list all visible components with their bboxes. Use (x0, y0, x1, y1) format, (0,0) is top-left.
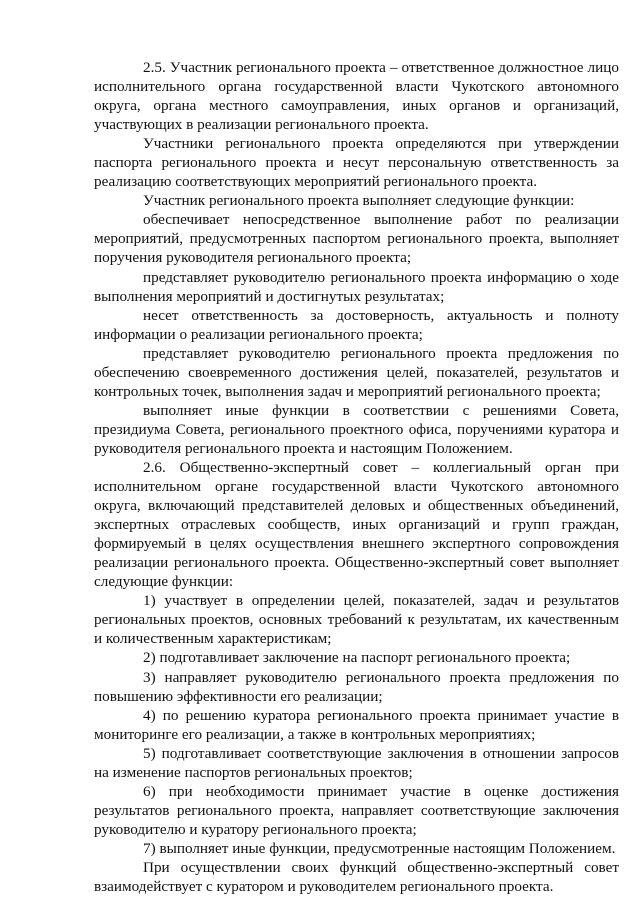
paragraph-function-responsibility: несет ответственность за достоверность, актуальность и полноту информации о реализации регионального проекта; (94, 306, 619, 343)
list-item-council-function-2: 2) подготавливает заключение на паспорт регионального проекта; (143, 649, 571, 667)
list-item-council-function-6: 6) при необходимости принимает участие в оценке достижения результатов регионального проекта, направляет соответствующие заключения руководителю и куратору регионального проекта; (94, 782, 619, 838)
paragraph-2-6-council-definition: 2.6. Общественно-экспертный совет – коллегиальный орган при исполнительном органе государственной власти Чукотского автономного округа, включающий представителей деловых и общественных объединений, экспертных отраслевых сообществ, иных организаций и групп граждан, формируемый в целях осуществления внешнего экспертного сопровождения реализации регионального проекта. Общественно-экспертный совет выполняет следующие функции: (94, 458, 619, 591)
paragraph-2-5-participant-definition: 2.5. Участник регионального проекта – ответственное должностное лицо исполнительного органа государственной власти Чукотского автономного округа, органа местного самоуправления, иных органов и организаций, участвующих в реализации регионального проекта. (94, 59, 619, 134)
paragraph-participants-determination: Участники регионального проекта определяются при утверждении паспорта регионального проекта и несут персональную ответственность за реализацию соответствующих мероприятий регионального проекта. (94, 135, 619, 191)
list-item-council-function-5: 5) подготавливает соответствующие заключения в отношении запросов на изменение паспортов региональных проектов; (94, 744, 619, 781)
list-item-council-function-1: 1) участвует в определении целей, показателей, задач и результатов региональных проектов, основных требований к результатам, их качественным и количественным характеристикам; (94, 592, 619, 648)
list-item-council-function-7: 7) выполняет иные функции, предусмотренные настоящим Положением. (143, 839, 616, 857)
paragraph-function-proposals: представляет руководителю регионального проекта предложения по обеспечению своевременного достижения целей, показателей, результатов и контрольных точек, выполнения задач и мероприятий регионального проекта; (94, 344, 619, 400)
paragraph-function-other: выполняет иные функции в соответствии с решениями Совета, президиума Совета, регионального проектного офиса, поручениями куратора и руководителя регионального проекта и настоящим Положением. (94, 401, 619, 457)
list-item-council-function-3: 3) направляет руководителю регионального проекта предложения по повышению эффективности его реализации; (94, 668, 619, 705)
paragraph-council-interaction: При осуществлении своих функций общественно-экспертный совет взаимодействует с куратором и руководителем регионального проекта. (94, 858, 619, 896)
paragraph-participant-functions-intro: Участник регионального проекта выполняет следующие функции: (143, 192, 575, 210)
list-item-council-function-4: 4) по решению куратора регионального проекта принимает участие в мониторинге его реализации, а также в контрольных мероприятиях; (94, 706, 619, 743)
document-page (94, 58, 619, 896)
paragraph-function-provides-info: представляет руководителю регионального проекта информацию о ходе выполнения мероприятий и достигнутых результатах; (94, 268, 619, 305)
paragraph-function-ensures-execution: обеспечивает непосредственное выполнение работ по реализации мероприятий, предусмотренных паспортом регионального проекта, выполняет поручения руководителя регионального проекта; (94, 211, 619, 267)
